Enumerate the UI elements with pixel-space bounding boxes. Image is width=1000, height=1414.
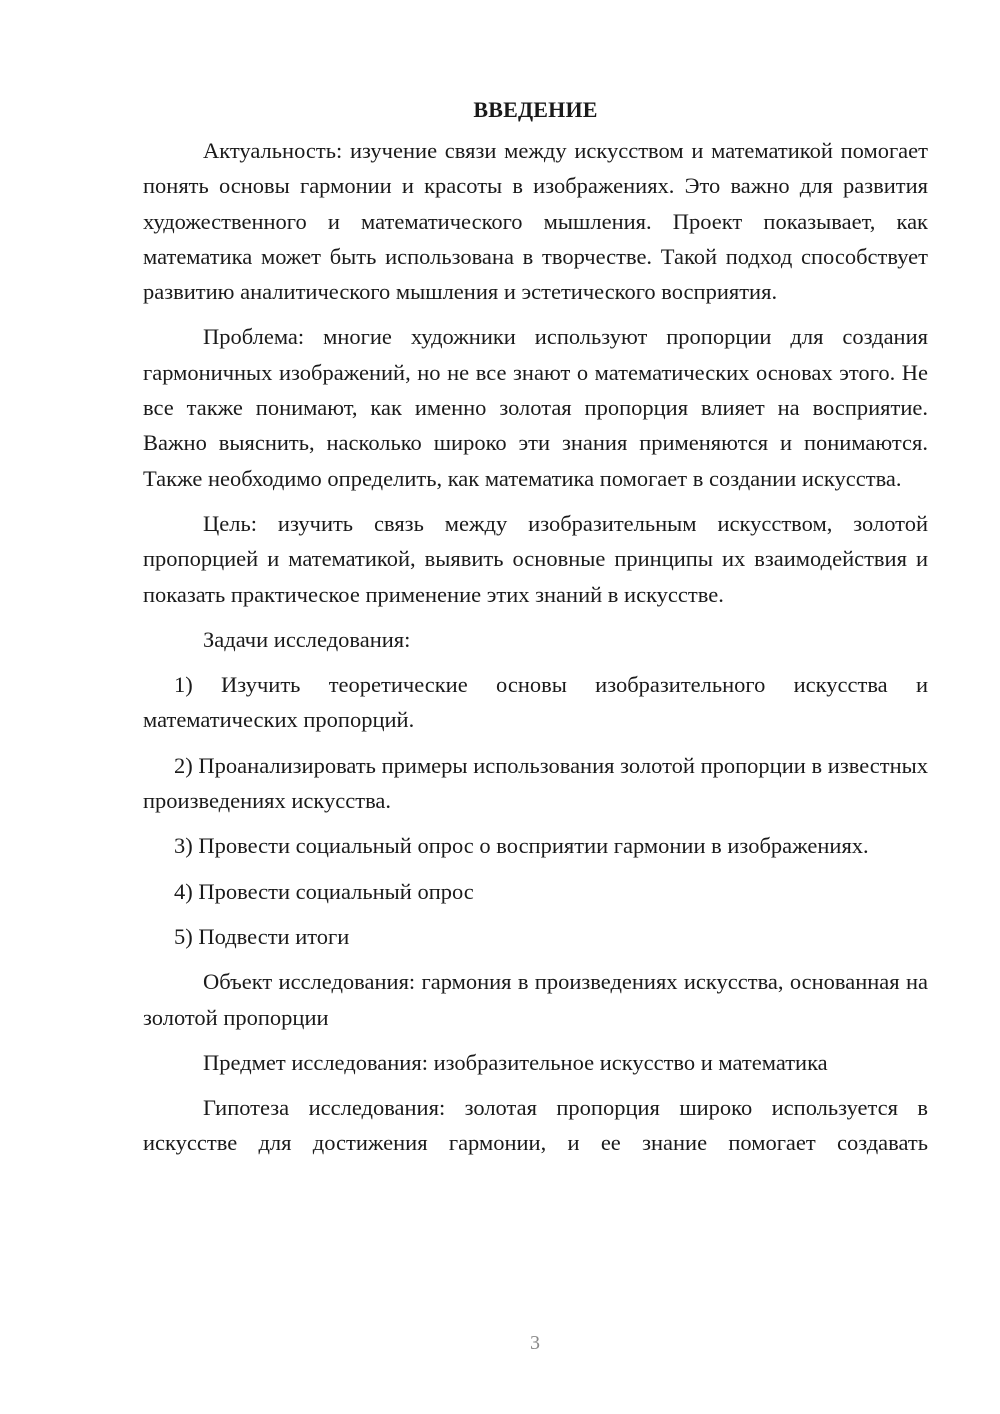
page-title: ВВЕДЕНИЕ: [473, 97, 598, 122]
task-item-1: 1) Изучить теоретические основы изобразительного искусства и математических пропорций.: [143, 672, 928, 733]
task-item-3: 3) Провести социальный опрос о восприятии гармонии в изображениях.: [174, 833, 869, 859]
task-item-4: 4) Провести социальный опрос: [174, 878, 474, 904]
page-number: 3: [530, 1332, 540, 1354]
tasks-heading: Задачи исследования:: [203, 626, 411, 652]
problem-paragraph: Проблема: многие художники используют пропорции для создания гармоничных изображений, но не все знают о математических основах этого. Не все также понимают, как именно золотая пропорция влияет на восприятие. Важно выяснить, насколько широко эти знания применяются и понимаются. Также необходимо определить, как математика помогает в создании искусства.: [143, 324, 928, 491]
task-item-5: 5) Подвести итоги: [174, 923, 350, 949]
relevance-paragraph: Актуальность: изучение связи между искусством и математикой помогает понять основы гармонии и красоты в изображениях. Это важно для развития художественного и математического мышления. Проект показывает, как математика может быть использована в творчестве. Такой подход способствует развитию аналитического мышления и эстетического восприятия.: [143, 138, 928, 305]
document-page: [143, 92, 928, 1161]
hypothesis-paragraph: Гипотеза исследования: золотая пропорция широко используется в искусстве для достижения гармонии, и ее знание помогает создавать: [143, 1095, 928, 1156]
object-paragraph: Объект исследования: гармония в произведениях искусства, основанная на золотой пропорции: [143, 969, 928, 1030]
task-item-2: 2) Проанализировать примеры использования золотой пропорции в известных произведениях искусства.: [143, 752, 928, 814]
subject-paragraph: Предмет исследования: изобразительное искусство и математика: [203, 1049, 828, 1075]
goal-paragraph: Цель: изучить связь между изобразительным искусством, золотой пропорцией и математикой, выявить основные принципы их взаимодействия и показать практическое применение этих знаний в искусстве.: [143, 510, 928, 607]
